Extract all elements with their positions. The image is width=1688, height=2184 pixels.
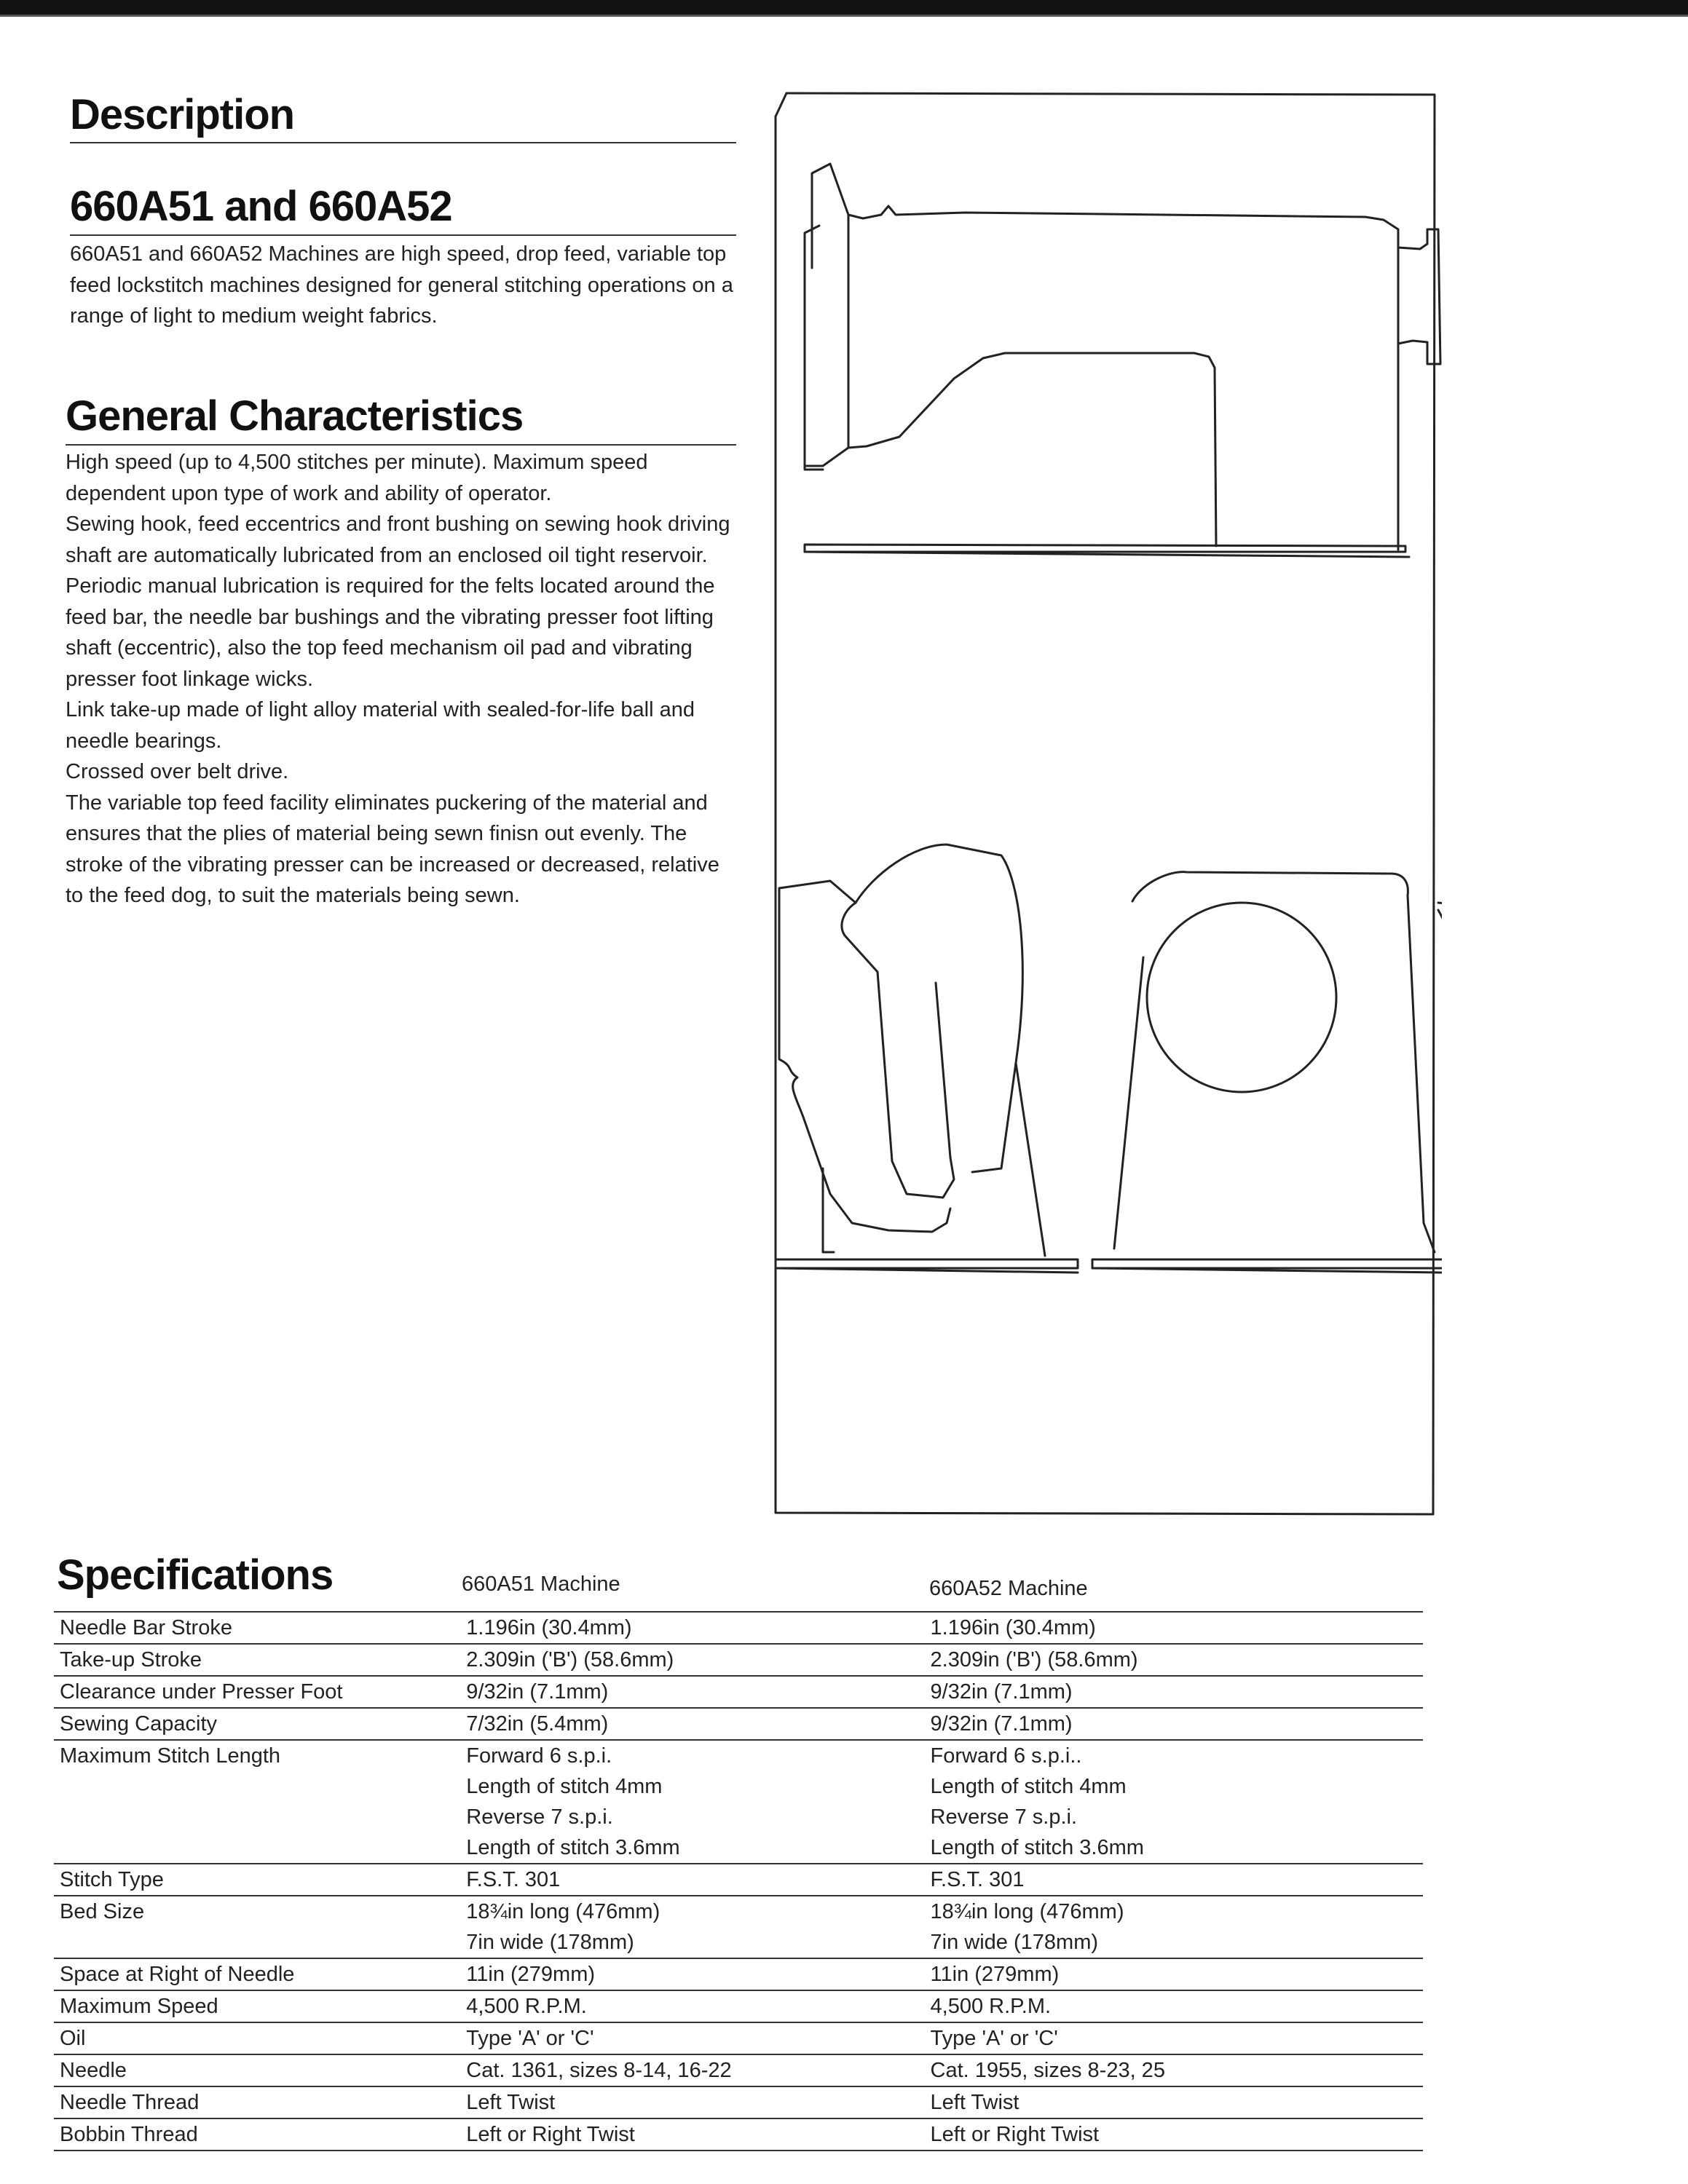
spec-label: Stitch Type [54,1864,466,1896]
spec-value-660a52 [931,1864,1423,1896]
spec-value-line: 1.196in (30.4mm) [930,1616,1096,1639]
spec-value-660a52 [931,2054,1423,2086]
spec-value-660a51 [466,1644,930,1676]
spec-value-line: 9/32in (7.1mm) [930,1712,1073,1736]
description-rule [70,142,736,143]
spec-value-line: Length of stitch 3.6mm [466,1836,680,1859]
spec-row [54,1896,1423,1958]
spec-value-660a51 [466,2054,930,2086]
spec-value-line: Forward 6 s.p.i. [466,1744,612,1768]
spec-value-line: 9/32in (7.1mm) [930,1680,1073,1704]
spec-label: Needle Thread [54,2086,466,2118]
spec-value-line: Left Twist [930,2091,1019,2114]
scan-top-border [0,0,1688,15]
spec-value-line: 9/32in (7.1mm) [466,1680,609,1704]
spec-row [54,2118,1423,2151]
spec-value-line: 18¾in long (476mm) [466,1900,660,1923]
spec-row [54,1864,1423,1896]
spec-value-line: 11in (279mm) [930,1963,1060,1986]
spec-value-660a51 [466,1896,930,1958]
spec-row [54,1740,1423,1864]
spec-value-line: 4,500 R.P.M. [930,1995,1052,2018]
spec-value-660a51 [466,1708,930,1740]
machine-front-view-left-drawing [776,844,1078,1273]
spec-row [54,1708,1423,1740]
description-heading: Description [70,91,295,138]
spec-value-line: 7/32in (5.4mm) [466,1712,609,1736]
spec-value-660a51 [466,2086,930,2118]
handwheel-circle [1147,903,1336,1092]
spec-label: Bobbin Thread [54,2118,466,2151]
spec-value-line: Cat. 1955, sizes 8-23, 25 [930,2059,1165,2082]
models-description [70,239,740,332]
spec-value-660a52 [931,2086,1423,2118]
spec-value-660a51 [466,1676,930,1708]
specifications-heading: Specifications [57,1551,334,1599]
spec-value-660a51 [466,1864,930,1896]
specifications-table-body [54,1612,1423,2151]
characteristic-belt-drive: Crossed over belt drive. [66,760,289,783]
drawing-frame [776,93,1435,1514]
spec-value-660a51 [466,1958,930,1990]
spec-value-line: Left or Right Twist [930,2123,1100,2146]
spec-label: Clearance under Presser Foot [54,1676,466,1708]
spec-value-660a52 [931,1896,1423,1958]
spec-value-line: F.S.T. 301 [930,1868,1025,1891]
spec-value-660a52 [931,1612,1423,1644]
spec-value-660a51 [466,2022,930,2054]
machine-front-view-right-drawing [1092,872,1442,1273]
spec-row [54,1958,1423,1990]
spec-label: Maximum Stitch Length [54,1740,466,1864]
spec-value-line: Length of stitch 3.6mm [930,1836,1144,1859]
spec-row [54,1612,1423,1644]
spec-value-line: Reverse 7 s.p.i. [466,1805,613,1829]
spec-value-line: Left or Right Twist [466,2123,635,2146]
spec-column-660a51: 660A51 Machine [462,1572,620,1596]
spec-value-line: 2.309in ('B') (58.6mm) [930,1648,1138,1671]
spec-label: Maximum Speed [54,1990,466,2022]
spec-row [54,2054,1423,2086]
spec-value-660a52 [931,2118,1423,2151]
spec-value-line: 7in wide (178mm) [930,1931,1099,1954]
spec-value-line: Length of stitch 4mm [930,1775,1127,1798]
spec-value-line: 11in (279mm) [466,1963,596,1986]
characteristic-speed: High speed (up to 4,500 stitches per minute). Maximum speed dependent upon type of work and ability of operator. [66,451,648,505]
spec-label: Take-up Stroke [54,1644,466,1676]
spec-value-line: Left Twist [466,2091,556,2114]
models-rule [70,234,736,236]
machine-side-view-drawing [805,164,1440,557]
spec-value-line: Length of stitch 4mm [466,1775,663,1798]
spec-value-660a52 [931,1676,1423,1708]
spec-row [54,2022,1423,2054]
spec-value-line: 2.309in ('B') (58.6mm) [466,1648,674,1671]
spec-value-line: Reverse 7 s.p.i. [930,1805,1078,1829]
spec-value-660a52 [931,1958,1423,1990]
spec-row [54,1644,1423,1676]
models-heading: 660A51 and 660A52 [70,183,452,230]
spec-value-660a52 [931,2022,1423,2054]
spec-value-line: 18¾in long (476mm) [930,1900,1124,1923]
spec-column-660a52: 660A52 Machine [929,1577,1088,1600]
spec-label: Bed Size [54,1896,466,1958]
spec-label: Needle Bar Stroke [54,1612,466,1644]
spec-label: Space at Right of Needle [54,1958,466,1990]
spec-value-line: Forward 6 s.p.i.. [930,1744,1082,1768]
spec-value-660a51 [466,1612,930,1644]
spec-value-line: Cat. 1361, sizes 8-14, 16-22 [466,2059,732,2082]
spec-label: Oil [54,2022,466,2054]
spec-label: Needle [54,2054,466,2086]
spec-label: Sewing Capacity [54,1708,466,1740]
spec-value-660a51 [466,1740,930,1864]
spec-value-line: Type 'A' or 'C' [930,2027,1058,2050]
spec-value-line: 4,500 R.P.M. [466,1995,587,2018]
spec-value-660a52 [931,1644,1423,1676]
characteristic-top-feed: The variable top feed facility eliminates puckering of the material and ensures that the plies of material being sewn finisn out evenly. The stroke of the vibrating presser can be increased or decreased, relative to the feed dog, to suit the materials being sewn. [66,791,719,907]
spec-row [54,1676,1423,1708]
spec-value-660a52 [931,1990,1423,2022]
specifications-table [54,1611,1423,2151]
scan-top-border-thin [0,15,1688,17]
models-paragraph: 660A51 and 660A52 Machines are high speed, drop feed, variable top feed lockstitch machines designed for general stitching operations on a range of light to medium weight fabrics. [70,242,733,328]
spec-value-660a52 [931,1708,1423,1740]
spec-row [54,2086,1423,2118]
characteristic-take-up: Link take-up made of light alloy material with sealed-for-life ball and needle bearings. [66,698,695,753]
characteristic-lubrication: Sewing hook, feed eccentrics and front bushing on sewing hook driving shaft are automatically lubricated from an enclosed oil tight reservoir. Periodic manual lubrication is required for the felts located around the feed bar, the needle bar bushings and the vibrating presser foot lifting shaft (eccentric), also the top feed mechanism oil pad and vibrating presser foot linkage wicks. [66,513,730,691]
spec-value-line: Type 'A' or 'C' [466,2027,594,2050]
general-characteristics-rule [66,444,736,446]
general-characteristics-text [66,447,737,911]
spec-value-line: F.S.T. 301 [466,1868,561,1891]
spec-value-660a52 [931,1740,1423,1864]
spec-value-line: 1.196in (30.4mm) [466,1616,632,1639]
spec-value-660a51 [466,1990,930,2022]
spec-row [54,1990,1423,2022]
spec-value-line: 7in wide (178mm) [466,1931,634,1954]
general-characteristics-heading: General Characteristics [66,392,524,440]
spec-value-660a51 [466,2118,930,2151]
machine-drawing-panel [765,87,1442,1522]
